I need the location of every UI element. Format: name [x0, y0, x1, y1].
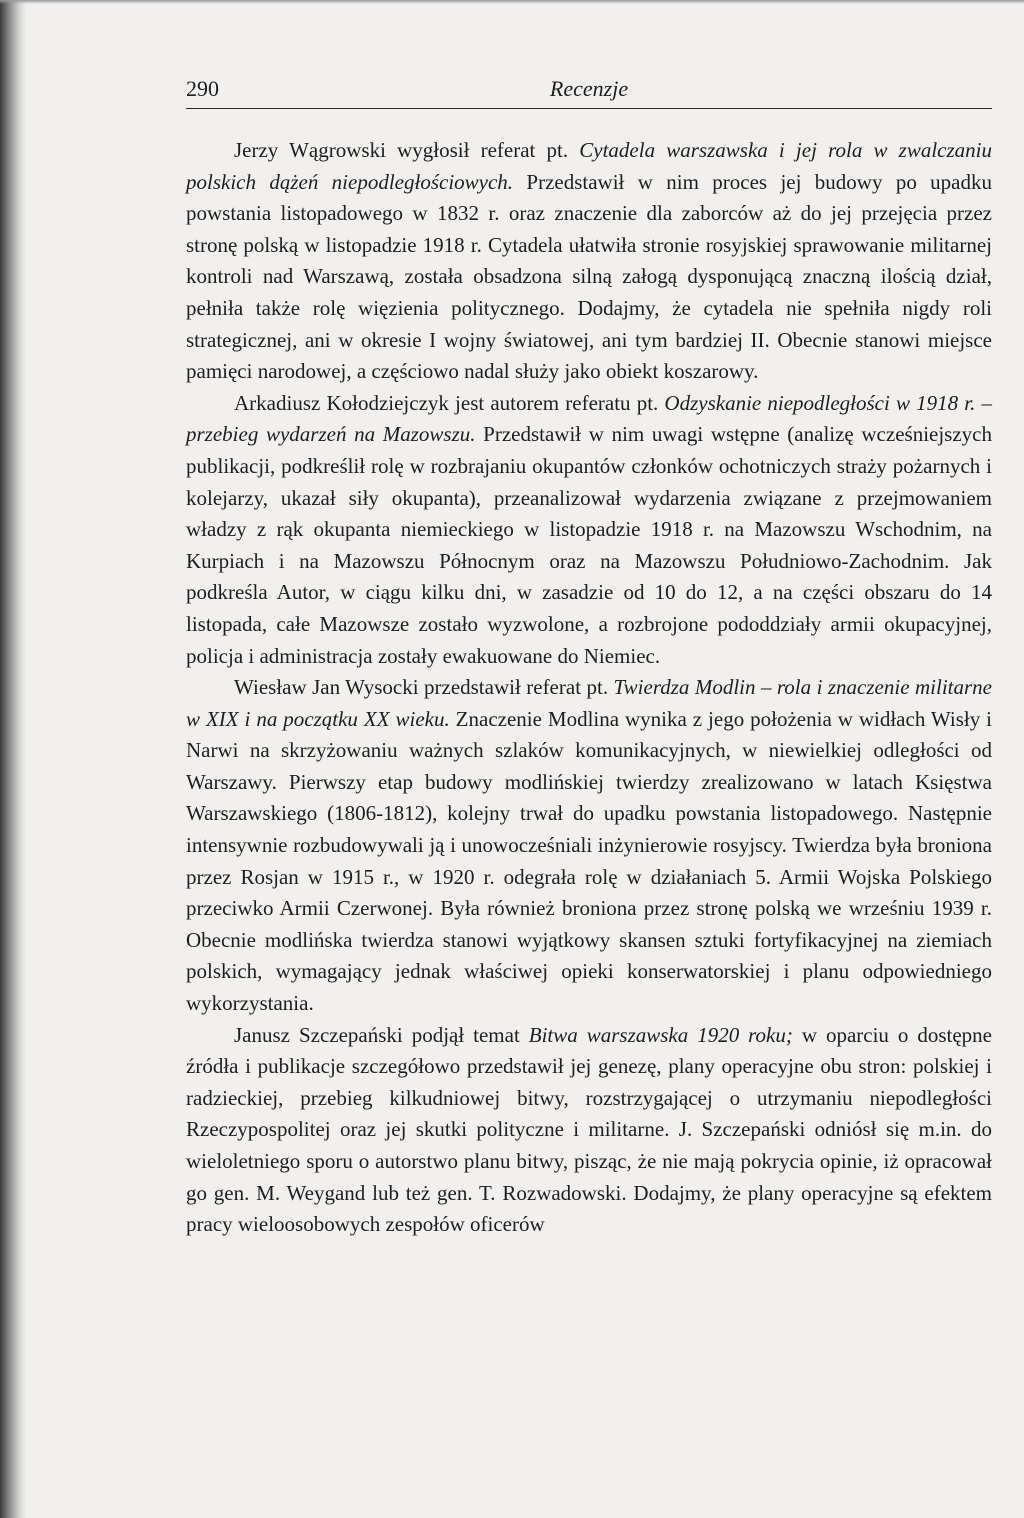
paragraph-text: Wiesław Jan Wysocki przedstawił referat pt. — [234, 675, 614, 700]
paper-title-italic: Odzyskanie niepodległości w 1918 r. – przebieg wydarzeń na Mazowszu. — [186, 390, 992, 447]
page-top-edge — [0, 0, 1024, 4]
paragraph-text: Arkadiusz Kołodziejczyk jest autorem referatu pt. — [234, 390, 665, 415]
paragraph-text: Jerzy Wągrowski wygłosił referat pt. — [234, 138, 580, 162]
paper-title-italic: Twierdza Modlin – rola i znaczenie militarne w XIX i na początku XX wieku. — [186, 675, 992, 731]
paper-title-italic: Bitwa warszawska 1920 roku; — [528, 1022, 793, 1047]
body-text — [186, 135, 992, 1241]
page-binding-shadow — [0, 0, 26, 1518]
paragraph-text: Janusz Szczepański podjął temat — [234, 1022, 529, 1047]
running-head: Recenzje — [549, 76, 629, 101]
page-number: 290 — [186, 76, 219, 101]
paragraph-kolodziejczyk — [186, 388, 992, 672]
page-header — [186, 74, 992, 109]
paragraph-text: Przedstawił w nim uwagi wstępne (analizę wcześniejszych publikacji, podkreślił rolę w rozbrajaniu okupantów członków ochotniczych straży pożarnych i kolejarzy, ukazał siły okupanta), przeanalizował wydarzenia związane z przejmowaniem władzy z rąk okupanta niemieckiego w listopadzie 1918 r. na Mazowszu Wschodnim, na Kurpiach i na Mazowszu Północnym oraz na Mazowszu Południowo-Zachodnim. Jak podkreśla Autor, w ciągu kilku dni, w zasadzie od 10 do 12, a na części obszaru do 14 listopada, całe Mazowsze zostało wyzwolone, a rozbrojone pododdziały armii okupacyjnej, policja i administracja zostały ewakuowane do Niemiec. — [186, 422, 992, 668]
paragraph-szczepanski — [186, 1020, 992, 1241]
paragraph-wysocki — [186, 672, 992, 1020]
paragraph-wagrowski — [186, 135, 992, 388]
paragraph-text: Przedstawił w nim proces jej budowy po upadku powstania listopadowego w 1832 r. oraz znaczenie dla zaborców aż do jej przejęcia przez stronę polską w listopadzie 1918 r. Cytadela ułatwiła stronie rosyjskiej sprawowanie militarnej kontroli nad Warszawą, została obsadzona silną załogą dysponującą znaczną ilością dział, pełniła także rolę więzienia politycznego. Dodajmy, że cytadela nie spełniła nigdy roli strategicznej, ani w okresie I wojny światowej, ani tym bardziej II. Obecnie stanowi miejsce pamięci narodowej, a częściowo nadal służy jako obiekt koszarowy. — [186, 169, 992, 384]
paragraph-text: w oparciu o dostępne źródła i publikacje szczegółowo przedstawił jej genezę, plany operacyjne obu stron: polskiej i radzieckiej, przebieg kilkudniowej bitwy, rozstrzygającej o utrzymaniu niepodległości Rzeczypospolitej oraz jej skutki polityczne i militarne. J. Szczepański odniósł się m.in. do wieloletniego sporu o autorstwo planu bitwy, pisząc, że nie mają pokrycia opinie, iż opracował go gen. M. Weygand lub też gen. T. Rozwadowski. Dodajmy, że plany operacyjne są efektem pracy wieloosobowych zespołów oficerów — [186, 1022, 992, 1237]
paper-title-italic: Cytadela warszawska i jej rola w zwalczaniu polskich dążeń niepodległościowych. — [186, 138, 992, 194]
paragraph-text: Znaczenie Modlina wynika z jego położenia w widłach Wisły i Narwi na skrzyżowaniu ważnych szlaków komunikacyjnych, w niewielkiej odległości od Warszawy. Pierwszy etap budowy modlińskiej twierdzy zrealizowano w latach Księstwa Warszawskiego (1806-1812), kolejny trwał do upadku powstania listopadowego. Następnie intensywnie rozbudowywali ją i unowocześniali inżynierowie rosyjscy. Twierdza była broniona przez Rosjan w 1915 r., w 1920 r. odegrała rolę w działaniach 5. Armii Wojska Polskiego przeciwko Armii Czerwonej. Była również broniona przez stronę polską we wrześniu 1939 r. Obecnie modlińska twierdza stanowi wyjątkowy skansen sztuki fortyfikacyjnej na ziemiach polskich, wymagający jednak właściwej opieki konserwatorskiej i planu odpowiedniego wykorzystania. — [186, 706, 993, 1016]
